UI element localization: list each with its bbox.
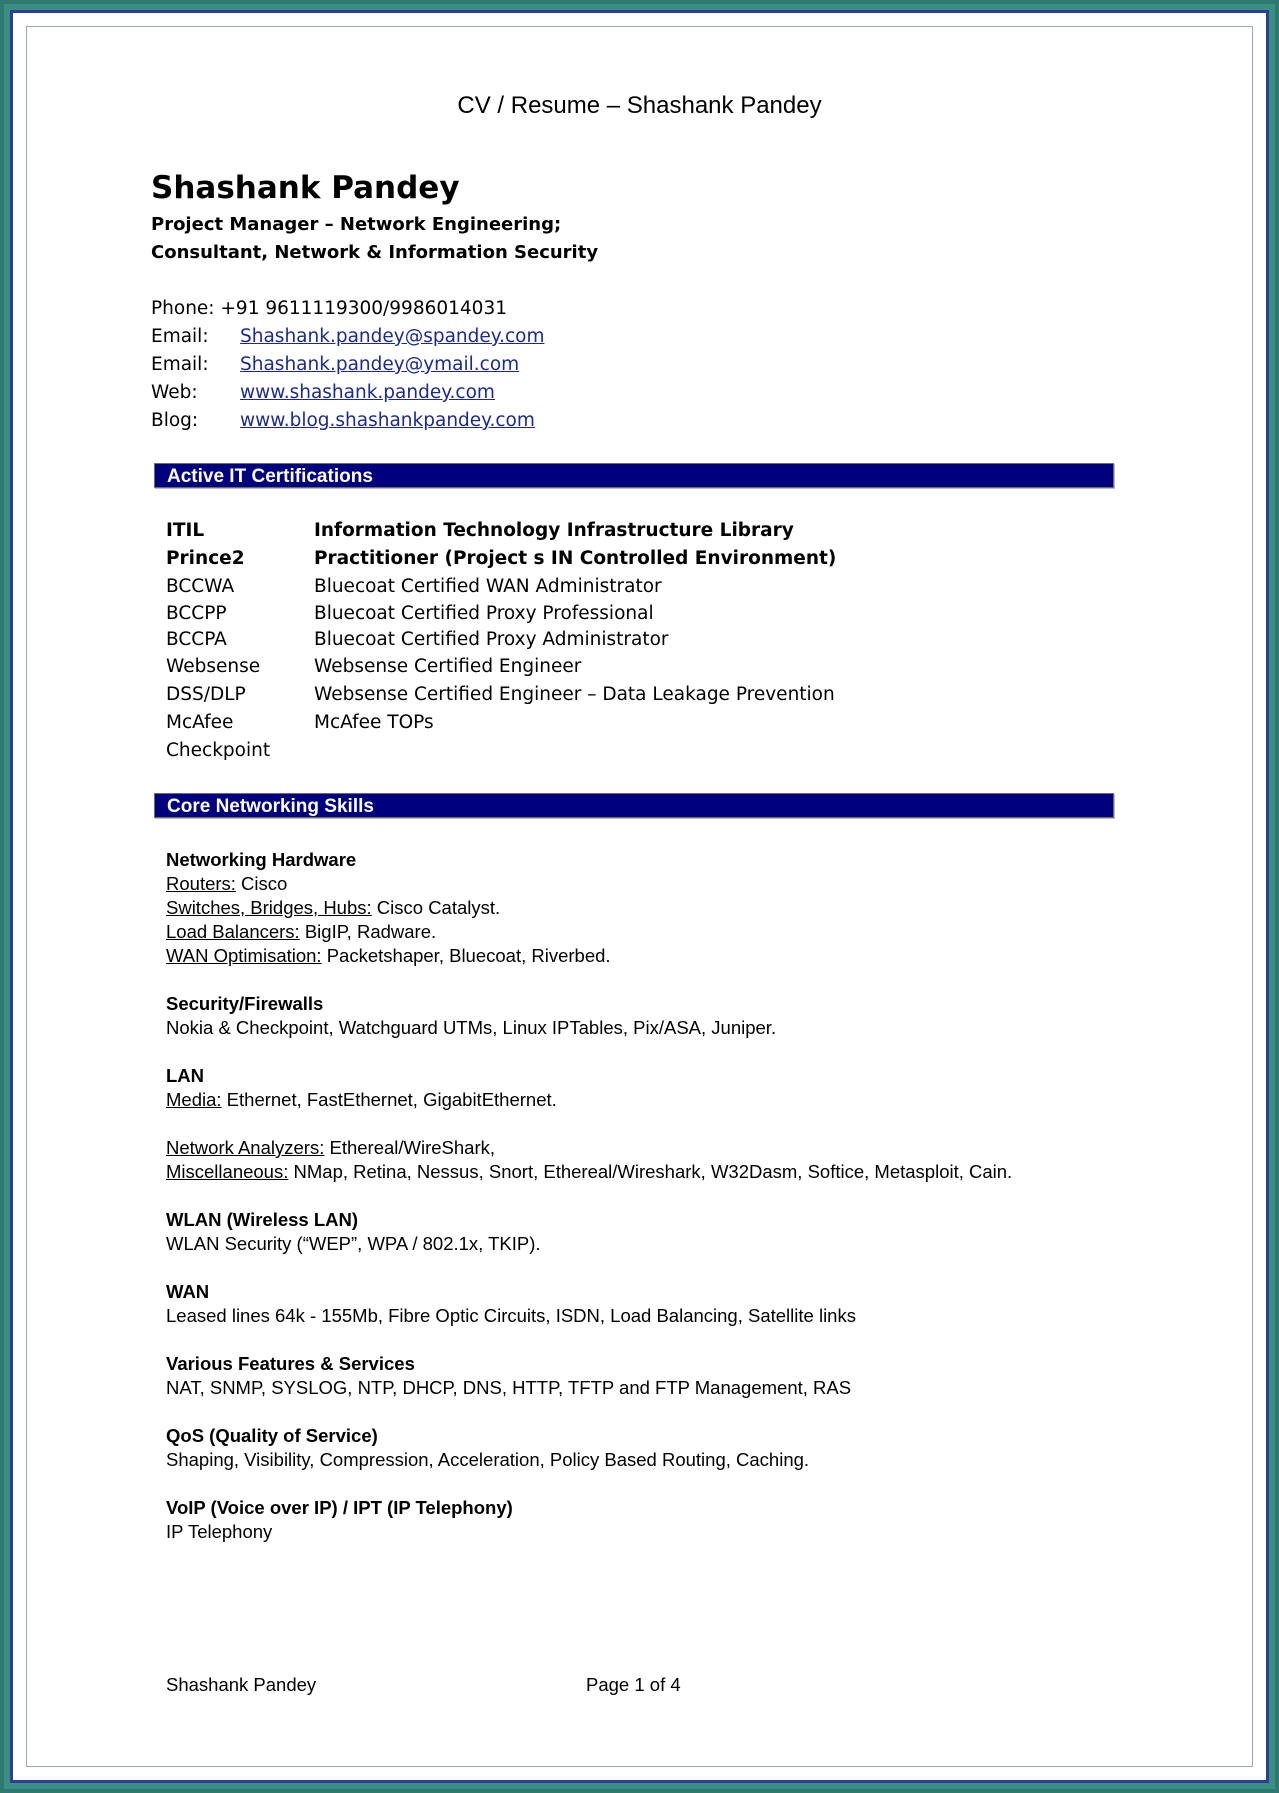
cert-desc: Practitioner (Project s IN Controlled Environment) — [314, 548, 837, 569]
cert-desc: Websense Certified Engineer — [314, 656, 582, 677]
skill-line — [166, 920, 1106, 944]
skill-label: Routers: — [166, 873, 236, 894]
skill-text: Shaping, Visibility, Compression, Acceleration, Policy Based Routing, Caching. — [166, 1449, 810, 1470]
skill-value: Ethereal/WireShark, — [324, 1137, 496, 1158]
contact-label: Email: — [151, 326, 209, 347]
skill-heading: LAN — [166, 1065, 205, 1086]
skill-line — [166, 1136, 1106, 1160]
skill-text: Nokia & Checkpoint, Watchguard UTMs, Linux IPTables, Pix/ASA, Juniper. — [166, 1017, 777, 1038]
skills-heading: Core Networking Skills — [154, 793, 1114, 818]
cert-desc: Bluecoat Certified Proxy Professional — [314, 603, 654, 624]
skill-heading: WLAN (Wireless LAN) — [166, 1209, 359, 1230]
footer-page-number: Page 1 of 4 — [586, 1674, 681, 1695]
contact-email-1 — [151, 326, 544, 347]
skill-line — [166, 1088, 1106, 1112]
skills-body — [166, 848, 1106, 1544]
footer-author: Shashank Pandey — [166, 1674, 317, 1695]
cert-row — [166, 520, 794, 541]
skill-value: Cisco Catalyst. — [371, 897, 501, 918]
skill-heading: Networking Hardware — [166, 849, 357, 870]
cert-row — [166, 656, 581, 677]
role-line-2: Consultant, Network & Information Security — [151, 242, 599, 263]
certifications-heading: Active IT Certifications — [154, 463, 1114, 488]
email-link-1[interactable]: Shashank.pandey@spandey.com — [240, 326, 545, 347]
cert-abbr: Checkpoint — [166, 740, 271, 761]
cert-desc: Bluecoat Certified Proxy Administrator — [314, 629, 669, 650]
web-link[interactable]: www.shashank.pandey.com — [240, 382, 495, 403]
cert-row — [166, 576, 662, 597]
cert-row — [166, 712, 434, 733]
cert-abbr: Websense — [166, 656, 261, 677]
blog-link[interactable]: www.blog.shashankpandey.com — [240, 410, 535, 431]
skill-label: Switches, Bridges, Hubs: — [166, 897, 372, 918]
skill-value: Cisco — [235, 873, 288, 894]
skill-line — [166, 872, 1106, 896]
cert-row — [166, 740, 314, 761]
contact-email-2 — [151, 354, 519, 375]
contact-label: Email: — [151, 354, 209, 375]
contact-blog — [151, 410, 535, 431]
email-link-2[interactable]: Shashank.pandey@ymail.com — [240, 354, 520, 375]
cert-abbr: BCCPP — [166, 603, 227, 624]
cert-abbr: Prince2 — [166, 548, 245, 569]
cert-row — [166, 629, 669, 650]
skill-text: NAT, SNMP, SYSLOG, NTP, DHCP, DNS, HTTP, TFTP and FTP Management, RAS — [166, 1377, 852, 1398]
contact-label: Blog: — [151, 410, 199, 431]
skill-heading: Various Features & Services — [166, 1353, 415, 1374]
skill-label: Load Balancers: — [166, 921, 300, 942]
contact-label: Web: — [151, 382, 198, 403]
skill-text: IP Telephony — [166, 1521, 273, 1542]
cert-row — [166, 684, 835, 705]
skill-line — [166, 896, 1106, 920]
role-line-1: Project Manager – Network Engineering; — [151, 214, 562, 235]
cert-abbr: ITIL — [166, 520, 205, 541]
skill-text: WLAN Security (“WEP”, WPA / 802.1x, TKIP). — [166, 1233, 541, 1254]
skill-heading: VoIP (Voice over IP) / IPT (IP Telephony) — [166, 1497, 513, 1518]
skill-value: NMap, Retina, Nessus, Snort, Ethereal/Wireshark, W32Dasm, Softice, Metasploit, Cain. — [288, 1161, 1013, 1182]
candidate-name: Shashank Pandey — [151, 170, 460, 206]
skill-line — [166, 944, 1106, 968]
skill-label: WAN Optimisation: — [166, 945, 322, 966]
phone: Phone: +91 9611119300/9986014031 — [151, 298, 507, 319]
cert-desc: Websense Certified Engineer – Data Leakage Prevention — [314, 684, 835, 705]
skill-value: Ethernet, FastEthernet, GigabitEthernet. — [221, 1089, 557, 1110]
skill-heading: QoS (Quality of Service) — [166, 1425, 378, 1446]
document-title: CV / Resume – Shashank Pandey — [457, 92, 822, 119]
skill-heading: Security/Firewalls — [166, 993, 324, 1014]
skill-label: Network Analyzers: — [166, 1137, 325, 1158]
cert-row — [166, 548, 836, 569]
contact-web — [151, 382, 495, 403]
cert-desc: Information Technology Infrastructure Library — [314, 520, 794, 541]
skill-label: Miscellaneous: — [166, 1161, 289, 1182]
skill-label: Media: — [166, 1089, 222, 1110]
skill-heading: WAN — [166, 1281, 210, 1302]
cert-row — [166, 603, 654, 624]
skill-value: BigIP, Radware. — [299, 921, 437, 942]
skill-line — [166, 1160, 1106, 1184]
cert-desc: McAfee TOPs — [314, 712, 434, 733]
skill-value: Packetshaper, Bluecoat, Riverbed. — [321, 945, 611, 966]
cert-abbr: BCCPA — [166, 629, 227, 650]
cert-desc: Bluecoat Certified WAN Administrator — [314, 576, 662, 597]
skill-text: Leased lines 64k - 155Mb, Fibre Optic Circuits, ISDN, Load Balancing, Satellite links — [166, 1305, 856, 1326]
cert-abbr: BCCWA — [166, 576, 235, 597]
cert-abbr: McAfee — [166, 712, 234, 733]
cert-abbr: DSS/DLP — [166, 684, 246, 705]
